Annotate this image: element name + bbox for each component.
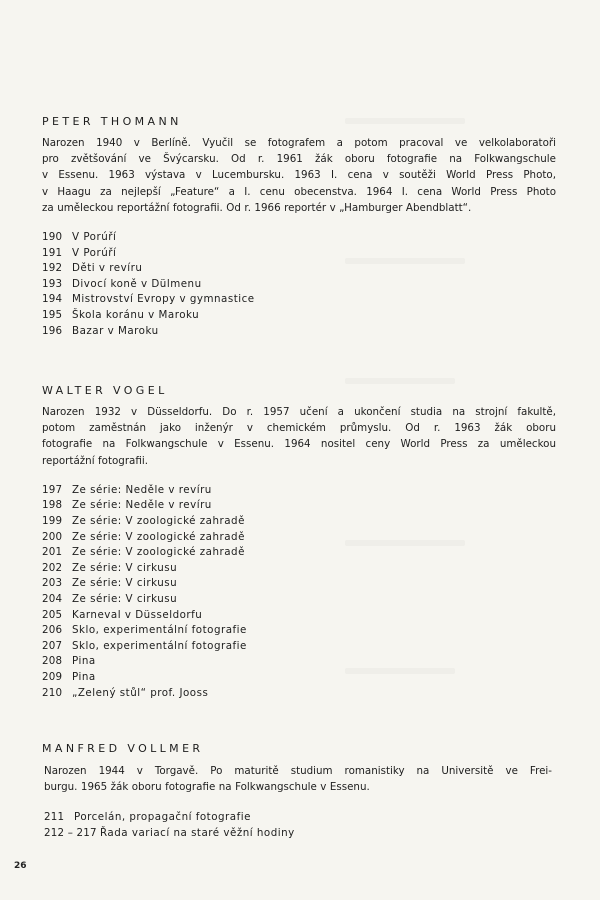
work-number: 198 (42, 499, 63, 512)
bio-line: Narozen 1940 v Berlíně. Vyučil se fotografem a potom pracoval ve velkolaboratoři (42, 137, 556, 149)
work-number: 211 (44, 811, 65, 823)
work-title: Děti v revíru (72, 262, 143, 275)
photographer-section-vogel (42, 384, 562, 701)
bio-line: Narozen 1944 v Torgavě. Po maturitě studium romanistiky na Universitě ve Frei- (44, 765, 552, 777)
photographer-section-thomann (42, 115, 562, 339)
bio-line: v Haagu za nejlepší „Feature“ a I. cenu obecenstva. 1964 I. cena World Press Photo (42, 185, 556, 198)
work-title: Řada variací na staré věžní hodiny (100, 826, 295, 839)
bio-line: Narozen 1932 v Düsseldorfu. Do r. 1957 učení a ukončení studia na strojní fakultě, (42, 406, 556, 418)
work-number: 199 (42, 515, 63, 527)
list-item (42, 483, 562, 499)
work-number: 197 (42, 483, 63, 496)
work-title: Ze série: V cirkusu (72, 592, 178, 605)
bio-line: fotografie na Folkwangschule v Essenu. 1964 nositel ceny World Press za uměleckou (42, 438, 556, 451)
list-item (42, 592, 562, 608)
work-title: Bazar v Maroku (72, 324, 159, 337)
work-number: 200 (42, 530, 63, 543)
work-title: Ze série: V cirkusu (72, 561, 178, 574)
work-title: Ze série: V cirkusu (72, 577, 178, 590)
work-number: 205 (42, 608, 63, 621)
work-title: Ze série: Neděle v revíru (72, 483, 212, 496)
list-item (42, 230, 562, 246)
work-title: Ze série: V zoologické zahradě (72, 515, 245, 527)
photographer-name: PETER THOMANN (42, 115, 182, 128)
list-item (44, 826, 562, 842)
list-item (42, 639, 562, 655)
list-item (42, 670, 562, 686)
work-number: 208 (42, 655, 63, 668)
work-title: Ze série: Neděle v revíru (72, 499, 212, 512)
bio-line: potom zaměstnán jako inženýr v chemickém průmyslu. Od r. 1963 žák oboru (42, 422, 556, 435)
work-title: Pina (72, 670, 96, 683)
list-item (42, 498, 562, 514)
work-number: 196 (42, 324, 63, 337)
work-number: 191 (42, 246, 63, 259)
work-number: 207 (42, 639, 63, 652)
work-title: Pina (72, 655, 96, 668)
photographer-bio (44, 764, 552, 795)
work-title: Mistrovství Evropy v gymnastice (72, 293, 255, 306)
list-item (42, 608, 562, 624)
bio-line: burgu. 1965 žák oboru fotografie na Folkwangschule v Essenu. (44, 780, 370, 793)
list-item (42, 261, 562, 277)
works-list (42, 230, 562, 339)
list-item (42, 324, 562, 340)
work-title: Ze série: V zoologické zahradě (72, 546, 245, 559)
bio-line: pro zvětšování ve Švýcarsku. Od r. 1961 žák oboru fotografie na Folkwangschule (42, 153, 556, 166)
work-number: 204 (42, 592, 63, 605)
page-number: 26 (14, 861, 27, 871)
list-item (42, 545, 562, 561)
list-item (42, 561, 562, 577)
work-number: 202 (42, 561, 63, 574)
list-item (42, 246, 562, 262)
work-title: V Porúří (72, 231, 117, 244)
list-item (42, 277, 562, 293)
list-item (42, 576, 562, 592)
list-item (42, 686, 562, 702)
work-number: 212 – 217 (44, 826, 97, 839)
photographer-section-vollmer (42, 742, 562, 841)
bio-line: za uměleckou reportážní fotografii. Od r. 1966 reportér v „Hamburger Abendblatt“. (42, 201, 472, 214)
bio-line: reportážní fotografii. (42, 454, 148, 467)
work-number: 203 (42, 577, 63, 590)
list-item (42, 292, 562, 308)
works-list (42, 483, 562, 701)
work-title: Sklo, experimentální fotografie (72, 624, 247, 637)
list-item (42, 654, 562, 670)
work-number: 206 (42, 624, 63, 637)
work-number: 209 (42, 670, 63, 683)
work-title: Divocí koně v Dülmenu (72, 277, 202, 290)
work-title: Karneval v Düsseldorfu (72, 608, 203, 621)
work-number: 210 (42, 686, 63, 699)
list-item (42, 514, 562, 530)
work-title: Sklo, experimentální fotografie (72, 639, 247, 652)
list-item (44, 810, 562, 826)
work-title: „Zelený stůl“ prof. Jooss (72, 686, 209, 699)
work-title: Škola koránu v Maroku (72, 308, 200, 321)
work-number: 194 (42, 293, 63, 306)
work-number: 190 (42, 231, 63, 244)
work-title: Porcelán, propagační fotografie (74, 811, 251, 823)
list-item (42, 530, 562, 546)
work-title: Ze série: V zoologické zahradě (72, 530, 245, 543)
work-number: 192 (42, 262, 63, 275)
photographer-bio (42, 404, 556, 469)
bio-line: v Essenu. 1963 výstava v Lucembursku. 1963 I. cena v soutěži World Press Photo, (42, 169, 556, 182)
work-title: V Porúří (72, 246, 117, 259)
photographer-bio (42, 135, 556, 216)
list-item (42, 623, 562, 639)
work-number: 195 (42, 308, 63, 321)
works-list (44, 810, 562, 841)
photographer-name: MANFRED VOLLMER (42, 742, 204, 755)
work-number: 201 (42, 546, 63, 559)
photographer-name: WALTER VOGEL (42, 384, 168, 397)
list-item (42, 308, 562, 324)
work-number: 193 (42, 277, 63, 290)
